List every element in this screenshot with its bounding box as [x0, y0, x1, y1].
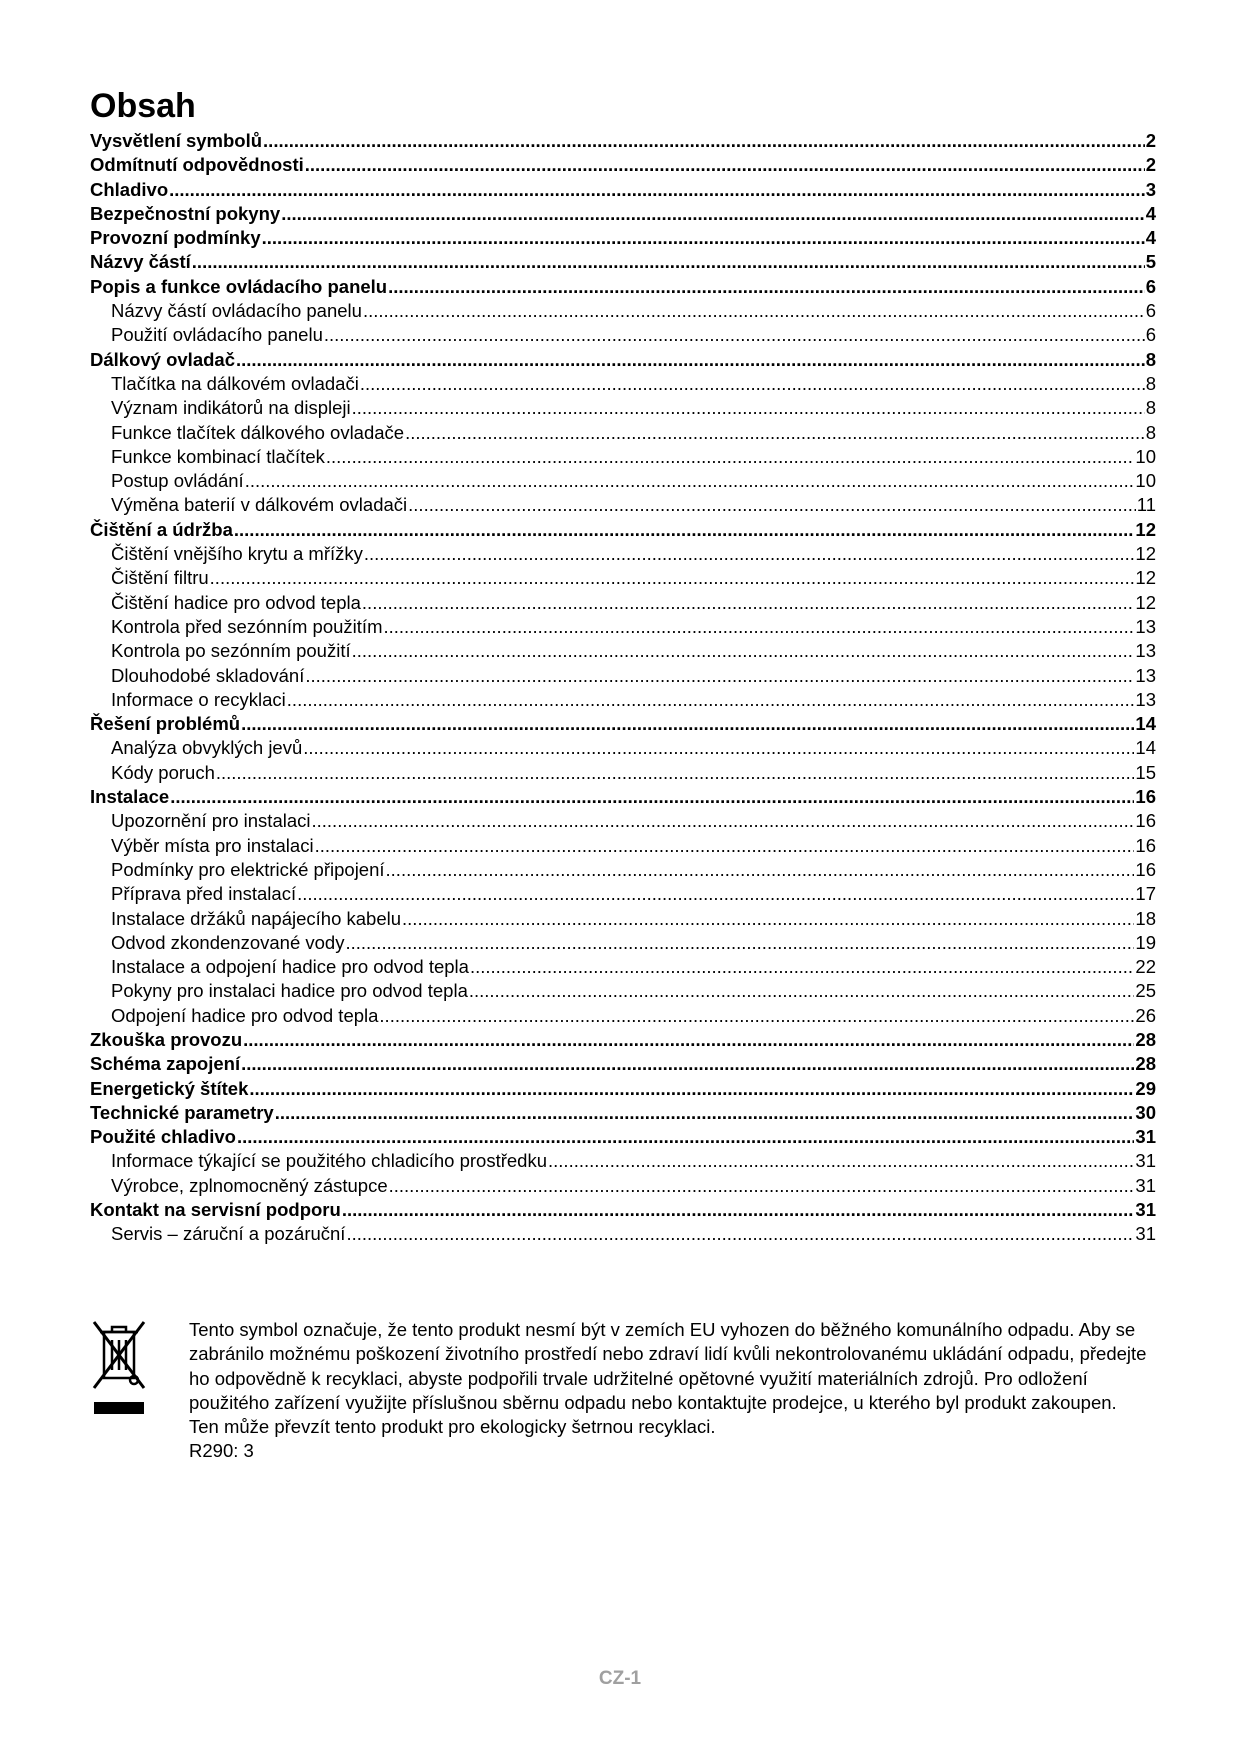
toc-entry-title: Příprava před instalací: [111, 883, 297, 905]
toc-entry-title: Výběr místa pro instalaci: [111, 834, 314, 856]
toc-leader-dots: [352, 396, 1145, 420]
toc-leader-dots: [241, 712, 1134, 736]
toc-entry-title: Servis – záruční a pozáruční: [111, 1223, 346, 1245]
toc-entry-page: 13: [1135, 664, 1156, 686]
toc-leader-dots: [405, 421, 1145, 445]
toc-entry-title: Funkce kombinací tlačítek: [111, 445, 325, 467]
recycling-notice-text: [189, 1318, 1149, 1464]
toc-leader-dots: [236, 348, 1145, 372]
toc-leader-dots: [241, 1052, 1134, 1076]
toc-leader-dots: [469, 979, 1135, 1003]
toc-leader-dots: [243, 1028, 1134, 1052]
toc-entry-page: 8: [1145, 348, 1156, 370]
toc-entry: [90, 615, 1156, 639]
toc-leader-dots: [470, 955, 1134, 979]
toc-entry: [90, 1149, 1156, 1173]
toc-entry-title: Odvod zkondenzované vody: [111, 931, 345, 953]
toc-entry-page: 29: [1135, 1077, 1156, 1099]
toc-entry: [90, 882, 1156, 906]
toc-entry-page: 4: [1145, 202, 1156, 224]
recycling-notice-body: Tento symbol označuje, že tento produkt nesmí být v zemích EU vyhozen do běžného komunálního odpadu. Aby se zabránilo možnému poškození životního prostředí nebo zdraví lidí kvůli nekontrolovanému ukládání odpadu, předejte ho odpovědně k recyklaci, abyste podpořili trvale udržitelné opětovné využití materiálních zdrojů. Pro odložení použitého zařízení využijte příslušnou sběrnu odpadu nebo kontaktujte prodejce, u kterého byl produkt zakoupen. Ten může převzít tento produkt pro ekologicky šetrnou recyklaci.: [189, 1319, 1147, 1438]
toc-entry-title: Kontrola před sezónním použitím: [111, 615, 383, 637]
toc-leader-dots: [363, 299, 1145, 323]
toc-entry-page: 16: [1135, 834, 1156, 856]
toc-entry: [90, 178, 1156, 202]
toc-entry-page: 18: [1135, 907, 1156, 929]
toc-entry: [90, 809, 1156, 833]
toc-leader-dots: [315, 834, 1135, 858]
toc-entry-title: Instalace: [90, 786, 170, 808]
toc-leader-dots: [312, 809, 1135, 833]
toc-entry-page: 16: [1135, 786, 1156, 808]
toc-leader-dots: [275, 1101, 1135, 1125]
toc-entry: [90, 785, 1156, 809]
toc-leader-dots: [324, 323, 1145, 347]
toc-entry: [90, 1222, 1156, 1246]
toc-entry-page: 8: [1145, 372, 1156, 394]
toc-entry-page: 19: [1135, 931, 1156, 953]
toc-entry: [90, 469, 1156, 493]
toc-entry: [90, 955, 1156, 979]
toc-entry: [90, 566, 1156, 590]
toc-entry-title: Schéma zapojení: [90, 1053, 241, 1075]
toc-entry: [90, 153, 1156, 177]
toc-entry-page: 31: [1135, 1174, 1156, 1196]
toc-entry: [90, 348, 1156, 372]
toc-entry-title: Podmínky pro elektrické připojení: [111, 858, 385, 880]
toc-entry-title: Odpojení hadice pro odvod tepla: [111, 1004, 379, 1026]
toc-entry-page: 14: [1135, 713, 1156, 735]
toc-entry: [90, 664, 1156, 688]
toc-entry-page: 13: [1135, 615, 1156, 637]
toc-entry-title: Výrobce, zplnomocněný zástupce: [111, 1174, 388, 1196]
toc-entry-page: 31: [1135, 1199, 1156, 1221]
toc-entry-page: 31: [1135, 1126, 1156, 1148]
toc-leader-dots: [345, 931, 1134, 955]
toc-entry-title: Čištění vnějšího krytu a mřížky: [111, 543, 363, 565]
page-title: Obsah: [90, 87, 196, 125]
toc-leader-dots: [389, 1174, 1135, 1198]
toc-leader-dots: [305, 153, 1145, 177]
toc-entry-title: Chladivo: [90, 178, 169, 200]
toc-entry: [90, 591, 1156, 615]
toc-leader-dots: [263, 129, 1145, 153]
toc-leader-dots: [388, 275, 1145, 299]
toc-leader-dots: [360, 372, 1145, 396]
toc-entry-title: Zkouška provozu: [90, 1028, 243, 1050]
toc-entry-title: Provozní podmínky: [90, 227, 261, 249]
toc-entry-title: Vysvětlení symbolů: [90, 130, 263, 151]
toc-entry-title: Bezpečnostní pokyny: [90, 202, 281, 224]
toc-entry-page: 12: [1135, 543, 1156, 565]
toc-entry-title: Dálkový ovladač: [90, 348, 235, 370]
toc-leader-dots: [386, 858, 1135, 882]
toc-entry-page: 28: [1135, 1053, 1156, 1075]
toc-entry-title: Instalace a odpojení hadice pro odvod tepla: [111, 956, 469, 978]
toc-entry-title: Postup ovládání: [111, 470, 244, 492]
toc-entry: [90, 639, 1156, 663]
toc-entry-page: 14: [1135, 737, 1156, 759]
page-number: CZ-1: [598, 1668, 642, 1689]
toc-entry-title: Popis a funkce ovládacího panelu: [90, 275, 388, 297]
toc-entry-page: 8: [1145, 421, 1156, 443]
toc-entry: [90, 202, 1156, 226]
table-of-contents: [90, 129, 1156, 1247]
toc-leader-dots: [305, 664, 1134, 688]
weee-crossed-bin-icon: [90, 1318, 148, 1418]
toc-leader-dots: [249, 1077, 1134, 1101]
toc-entry-title: Čištění filtru: [111, 567, 209, 589]
toc-entry-title: Analýza obvyklých jevů: [111, 737, 303, 759]
toc-leader-dots: [383, 615, 1134, 639]
toc-leader-dots: [192, 250, 1145, 274]
toc-leader-dots: [346, 1222, 1134, 1246]
toc-entry: [90, 129, 1156, 153]
toc-entry: [90, 396, 1156, 420]
toc-leader-dots: [245, 469, 1135, 493]
toc-entry: [90, 226, 1156, 250]
toc-entry-page: 10: [1135, 470, 1156, 492]
toc-entry-page: 6: [1145, 324, 1156, 346]
toc-entry: [90, 688, 1156, 712]
toc-entry-title: Použité chladivo: [90, 1126, 236, 1148]
toc-entry-page: 11: [1136, 494, 1156, 516]
toc-entry-title: Pokyny pro instalaci hadice pro odvod tepla: [111, 980, 468, 1002]
toc-entry-page: 6: [1145, 275, 1156, 297]
toc-entry-page: 31: [1135, 1150, 1156, 1172]
toc-entry: [90, 1125, 1156, 1149]
toc-entry: [90, 1198, 1156, 1222]
toc-leader-dots: [362, 591, 1135, 615]
toc-entry-page: 4: [1145, 227, 1156, 249]
toc-leader-dots: [234, 518, 1135, 542]
toc-entry-title: Význam indikátorů na displeji: [111, 397, 351, 419]
toc-entry: [90, 979, 1156, 1003]
toc-leader-dots: [281, 202, 1145, 226]
refrigerant-reference: R290: 3: [189, 1440, 254, 1462]
toc-entry-title: Výměna baterií v dálkovém ovladači: [111, 494, 408, 516]
toc-entry-page: 3: [1145, 178, 1156, 200]
document-page: [90, 84, 1156, 1247]
toc-entry: [90, 493, 1156, 517]
toc-entry-title: Funkce tlačítek dálkového ovladače: [111, 421, 405, 443]
toc-entry-title: Čištění hadice pro odvod tepla: [111, 591, 361, 613]
toc-entry: [90, 858, 1156, 882]
toc-entry: [90, 1028, 1156, 1052]
toc-entry-title: Řešení problémů: [90, 713, 241, 735]
toc-entry: [90, 518, 1156, 542]
toc-entry-page: 13: [1135, 640, 1156, 662]
toc-leader-dots: [262, 226, 1145, 250]
toc-entry-title: Dlouhodobé skladování: [111, 664, 305, 686]
toc-leader-dots: [364, 542, 1135, 566]
toc-entry-title: Odmítnutí odpovědnosti: [90, 154, 304, 176]
toc-entry-page: 30: [1135, 1101, 1156, 1123]
toc-entry-page: 16: [1135, 858, 1156, 880]
toc-leader-dots: [326, 445, 1135, 469]
toc-entry-page: 8: [1145, 397, 1156, 419]
toc-entry: [90, 1101, 1156, 1125]
toc-entry-page: 12: [1135, 591, 1156, 613]
toc-entry-page: 5: [1145, 251, 1156, 273]
toc-leader-dots: [342, 1198, 1135, 1222]
toc-leader-dots: [297, 882, 1134, 906]
toc-entry-title: Kontrola po sezónním použití: [111, 640, 351, 662]
toc-entry: [90, 445, 1156, 469]
toc-entry: [90, 761, 1156, 785]
toc-leader-dots: [402, 907, 1134, 931]
toc-entry-page: 31: [1135, 1223, 1156, 1245]
toc-entry-page: 16: [1135, 810, 1156, 832]
toc-entry-title: Použití ovládacího panelu: [111, 324, 323, 346]
toc-entry-title: Kódy poruch: [111, 761, 215, 783]
toc-leader-dots: [408, 493, 1136, 517]
toc-entry-title: Názvy částí: [90, 251, 191, 273]
toc-entry: [90, 250, 1156, 274]
toc-entry-title: Tlačítka na dálkovém ovladači: [111, 372, 359, 394]
toc-entry-page: 15: [1135, 761, 1156, 783]
toc-entry: [90, 299, 1156, 323]
toc-entry-page: 13: [1135, 688, 1156, 710]
toc-entry-page: 28: [1135, 1028, 1156, 1050]
toc-entry: [90, 1174, 1156, 1198]
toc-leader-dots: [548, 1149, 1134, 1173]
toc-entry-title: Instalace držáků napájecího kabelu: [111, 907, 402, 929]
toc-entry: [90, 1077, 1156, 1101]
toc-entry: [90, 275, 1156, 299]
toc-leader-dots: [169, 178, 1145, 202]
toc-leader-dots: [237, 1125, 1134, 1149]
toc-entry-page: 10: [1135, 445, 1156, 467]
toc-entry: [90, 712, 1156, 736]
toc-entry: [90, 736, 1156, 760]
toc-entry: [90, 421, 1156, 445]
toc-leader-dots: [379, 1004, 1134, 1028]
toc-entry-page: 25: [1135, 980, 1156, 1002]
toc-leader-dots: [303, 736, 1134, 760]
toc-entry-title: Názvy částí ovládacího panelu: [111, 300, 362, 322]
toc-entry: [90, 834, 1156, 858]
toc-entry-page: 12: [1135, 567, 1156, 589]
toc-entry: [90, 323, 1156, 347]
toc-entry-page: 12: [1135, 518, 1156, 540]
toc-leader-dots: [352, 639, 1135, 663]
toc-entry-page: 22: [1135, 956, 1156, 978]
toc-entry-title: Upozornění pro instalaci: [111, 810, 311, 832]
toc-entry-title: Kontakt na servisní podporu: [90, 1199, 341, 1221]
toc-entry-page: 2: [1145, 130, 1156, 151]
toc-entry: [90, 1004, 1156, 1028]
toc-entry-title: Energetický štítek: [90, 1077, 249, 1099]
toc-entry: [90, 372, 1156, 396]
toc-leader-dots: [170, 785, 1134, 809]
toc-entry: [90, 907, 1156, 931]
toc-entry: [90, 542, 1156, 566]
toc-entry: [90, 931, 1156, 955]
toc-leader-dots: [287, 688, 1135, 712]
toc-entry-title: Čištění a údržba: [90, 518, 233, 540]
toc-entry-page: 17: [1135, 883, 1156, 905]
toc-entry-page: 6: [1145, 300, 1156, 322]
toc-entry-title: Informace o recyklaci: [111, 688, 286, 710]
toc-entry-title: Informace týkající se použitého chladicího prostředku: [111, 1150, 548, 1172]
toc-entry: [90, 1052, 1156, 1076]
toc-leader-dots: [210, 566, 1135, 590]
toc-entry-page: 26: [1135, 1004, 1156, 1026]
toc-entry-title: Technické parametry: [90, 1101, 274, 1123]
toc-leader-dots: [216, 761, 1135, 785]
toc-entry-page: 2: [1145, 154, 1156, 176]
